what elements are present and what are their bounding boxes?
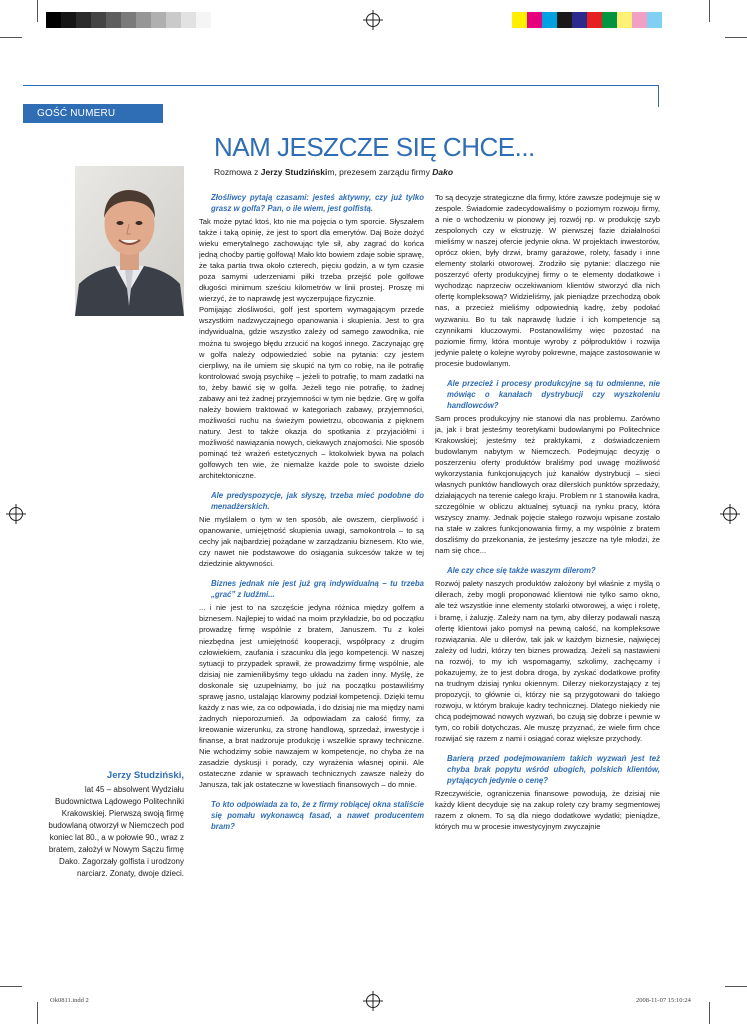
color-swatch xyxy=(572,12,587,28)
interview-question: Biznes jednak nie jest już grą indywidualną – tu trzeba „grać” z ludźmi... xyxy=(211,579,424,600)
color-swatch xyxy=(196,12,211,28)
color-swatch xyxy=(617,12,632,28)
crop-mark xyxy=(0,37,22,38)
crop-mark xyxy=(709,0,710,22)
interviewee-name: Jerzy Studziński xyxy=(260,167,328,177)
header-rule xyxy=(23,85,659,86)
color-swatch xyxy=(76,12,91,28)
interview-question: Ale czy chce się także waszym dilerom? xyxy=(447,566,596,576)
registration-mark-icon xyxy=(9,507,23,521)
answer-paragraph: Tak może pytać ktoś, kto nie ma pojęcia o tym sporcie. Słyszałem także i taką opinię, że jest to sport dla emerytów. Daj Boże dożyć wieku emerytalnego zachowując tyle sił, aby zagrać do końca jedną choćby partię golfową! Mało kto bowiem zdaje sobie sprawę, że taka partia trwa około czterech, pięciu godzin, a w tym czasie poza samymi uderzeniami piłki trzeba przejść pole golfowe długości minimum sześciu kilometrów w linii prostej. Proszę mi wierzyć, że to naprawdę jest wyczerpujące fizycznie. xyxy=(199,217,424,304)
color-swatch xyxy=(46,12,61,28)
crop-mark xyxy=(725,986,747,987)
color-calibration-bar-left xyxy=(46,12,211,28)
interview-question: Ale predyspozycje, jak słyszę, trzeba mieć podobne do menadżerskich. xyxy=(211,491,424,512)
header-rule-end xyxy=(658,85,659,107)
interview-question: To kto odpowiada za to, że z firmy robiącej okna staliście się pomału wykonawcą fasad, a nawet producentem bram? xyxy=(211,800,424,832)
color-swatch xyxy=(647,12,662,28)
registration-mark-icon xyxy=(723,507,737,521)
color-swatch xyxy=(542,12,557,28)
answer-paragraph: ... i nie jest to na szczęście jedyna różnica między golfem a biznesem. Najlepiej to widać na moim przykładzie, bo od początku prowadzę firmę wspólnie z bratem, Januszem. Tu z kolei niezbędna jest umiejętność kooperacji, współpracy z drugim człowiekiem, zaufania i szacunku dla jego kompetencji. W naszej sytuacji to przypadek sprawił, że prowadzimy firmę wspólnie, ale dzisiaj nie zamienilibyśmy tego układu na żaden inny. Myślę, że doskonale się uzupełniamy, bo już na początku postawiliśmy sprawę jasno, ustalając klarowny podział kompetencji. Dzięki temu każdy z nas wie, za co odpowiada, i do dzisiaj nie ma między nami żadnych nieporozumień. Ja odpowiadam za całość firmy, za kreowanie wizerunku, za stronę handlową, sprzedaż, inwestycje i finanse, a brat nadzoruje produkcję i wszelkie sprawy techniczne. Nie wchodzimy sobie nawzajem w kompetencje, no chyba że na zasadzie dyskusji i porady, czy wyrażenia własnej opinii. Ale ostateczne zdanie w sprawach technicznych zawsze należy do Janusza, tak jak ostateczne w kwestiach finansowych – do mnie. xyxy=(199,603,424,790)
article-column-2 xyxy=(435,192,660,832)
footer-file-name: Ok0811.indd 2 xyxy=(50,997,89,1004)
bio-text: lat 45 – absolwent Wydziału Budownictwa Lądowego Politechniki Krakowskiej. Pierwszą swoją firmę budowlaną otworzył w Niemczech pod koniec lat 80., a w połowie 90., wraz z bratem, założył w Nowym Sączu firmę Dako. Zagorzały golfista i urodzony narciarz. Zonaty, dwoje dzieci. xyxy=(48,785,184,878)
color-swatch xyxy=(166,12,181,28)
interview-question: Ale przecież i procesy produkcyjne są tu odmienne, nie mówiąc o kanałach dystrybucji czy wyszkoleniu handlowców? xyxy=(447,378,660,410)
answer-paragraph: Rzeczywiście, ograniczenia finansowe powodują, że dzisiaj nie każdy klient decyduje się na zakup rolety czy bramy segmentowej razem z oknem. To są dla niego dodatkowe wydatki; pieniądze, których mu w procesie inwestycyjnym zwyczajnie xyxy=(435,789,660,832)
crop-mark xyxy=(37,0,38,22)
crop-mark xyxy=(709,1002,710,1024)
crop-mark xyxy=(725,37,747,38)
color-swatch xyxy=(587,12,602,28)
bio-name: Jerzy Studziński, xyxy=(106,770,184,781)
color-swatch xyxy=(181,12,196,28)
article-title: NAM JESZCZE SIĘ CHCE... xyxy=(214,132,535,162)
color-swatch xyxy=(512,12,527,28)
color-swatch xyxy=(121,12,136,28)
company-name: Dako xyxy=(432,167,454,177)
crop-mark xyxy=(37,1002,38,1024)
interview-question: Złośliwcy pytają czasami: jesteś aktywny, czy już tylko grasz w golfa? Pan, o ile wiem, jest golfistą. xyxy=(211,193,424,213)
crop-mark xyxy=(0,986,22,987)
registration-mark-icon xyxy=(366,994,380,1008)
answer-paragraph: To są decyzje strategiczne dla firmy, które zawsze podejmuje się w zespole. Świadomie zadecydowaliśmy o poziomym rozwoju firmy, a nie o wchodzeniu w pionowy jej rozwój np. w produkcję szyb zespolonych czy w ekstruzję. W pierwszej fazie działalności mieliśmy w naszej ofercie jedynie okna. W projektach inwestorów, oprócz okien, były drzwi, bramy garażowe, rolety, fasady i inne elementy stolarki otworowej. Zrodziło się pytanie: dlaczego nie poszerzyć oferty produkcyjnej firmy o te elementy dodatkowe i wychodząc naprzeciw oczekiwaniom klientów stworzyć dla nich ofertę kompleksową? Widzieliśmy, jak pieniądze przechodzą obok nas, a przecież mieliśmy odpowiednią kadrę, żeby podołać wyzwaniu. Bo tu tak naprawdę ludzie i ich kompetencje są czynnikami kluczowymi. Postanowiliśmy więc pozostać na poziomie firmy, która montuje wyroby z półproduktów i rozwija jedynie paletę o kolejne wyroby pokrewne, mające zastosowanie w procesie budowlanym. xyxy=(435,193,660,368)
color-calibration-bar-right xyxy=(512,12,662,28)
portrait-photo xyxy=(75,166,184,316)
color-swatch xyxy=(91,12,106,28)
color-swatch xyxy=(527,12,542,28)
color-swatch xyxy=(61,12,76,28)
answer-paragraph: Rozwój palety naszych produktów założony był właśnie z myślą o dilerach, żeby mogli proponować klientowi nie tylko samo okno, ale też wszystkie inne elementy stolarki otworowej, a więc i roletę, i bramę, i żaluzję. Zależy nam na tym, aby dilerzy podawali naszą ofertę klientowi jako pomysł na pewną całość, na kompleksowe rozwiązania. Ale u dilerów, tak jak w każdym biznesie, najwięcej zależy od ludzi, którzy ten biznes prowadzą. Jeżeli są nastawieni na rozwój, to my ich wspomagamy, szkolimy, zachęcamy i pokazujemy, że to jest dobra droga, by zyskać dodatkowe profity na trudnym dzisiaj rynku okiennym. Dilerzy niekorzystający z tej propozycji, to głównie ci, którzy nie są przygotowani do takiego rozwoju, w którym brakuje kadry technicznej. Dlatego niekiedy nie chcą podejmować nowych wyzwań, bo czują się dobrze i pewnie w tym, co robili dotychczas. Ale muszę przyznać, że wiele firm chce rozwijać się razem z nami i osiągać coraz większe przychody. xyxy=(435,579,660,744)
answer-paragraph: Sam proces produkcyjny nie stanowi dla nas problemu. Zarówno ja, jak i brat jesteśmy teoretykami budowlanymi po Politechnice Krakowskiej; jesteśmy też praktykami, z doświadczeniem budowlanym nabytym w Niemczech. Podejmując decyzję o poszerzeniu oferty produktów braliśmy pod uwagę możliwość wykorzystania funkcjonujących już kanałów dystrybucji – sieci własnych punktów handlowych oraz dilerskich punktów sprzedaży, działających na terenie całego kraju. Problem nr 1 stanowiła kadra, szczególnie w obliczu aktualnej sytuacji na rynku pracy, która wszyscy znamy. Jednak pojęcie stałego rozwoju wpisane zostało na stałe w zakres funkcjonowania firmy, a my wspólnie z bratem doszliśmy do przekonania, że jesteśmy jeszcze na tyle młodzi, że nam się chce... xyxy=(435,413,660,556)
color-swatch xyxy=(151,12,166,28)
color-swatch xyxy=(557,12,572,28)
interview-question: Barierą przed podejmowaniem takich wyzwań jest też chyba brak popytu wśród ubogich, polskich klientów, pytających jedynie o cenę? xyxy=(447,754,660,786)
article-column-1 xyxy=(199,192,424,834)
answer-paragraph: Nie myślałem o tym w ten sposób, ale owszem, cierpliwość i opanowanie, umiejętność skupienia uwagi, samokontrola – to są cechy jak najbardziej pożądane w zarządzaniu biznesem. Kto wie, czy nawet nie podstawowe do osiągania sukcesów także w tej dziedzinie aktywności. xyxy=(199,515,424,569)
color-swatch xyxy=(106,12,121,28)
answer-paragraph: Pomijając złośliwości, golf jest sportem wymagającym przede wszystkim nadzwyczajnego opanowania i skupienia. Jest to gra indywidualna, gdzie wszystko zależy od samego zawodnika, nie można tu swojego błędu zrzucić na kogoś innego. Zaczynając grę w golfa należy odpowiedzieć sobie na pytania: czy jestem cierpliwy, na ile umiem się skupić na tym co robię, na ile potrafię kontrolować swoją psychikę – jeżeli to potrafię, to mam zadatki na to, żeby bawić się w golfa. Jeżeli tego nie potrafię, to żadnej zabawy ani też żadnej przyjemności w tym nie będzie. Grę w golfa należy bowiem traktować w kategoriach zabawy, przyjemności, możliwości ruchu na świeżym powietrzu, obcowania z pięknem natury. Jest to także okazja do spotkania z przyjaciółmi i możliwość nawiązania nowych, ciekawych znajomości. Nie sposób pominąć też wrażeń estetycznych – ktokolwiek bywa na polach golfowych ten wie, że niemalże każde pole to swoiste dzieło architektoniczne. xyxy=(199,305,424,481)
footer-timestamp: 2008-11-07 15:10:24 xyxy=(636,997,691,1004)
article-subtitle: Rozmowa z Jerzy Studzińskim, prezesem zarządu firmy Dako xyxy=(214,167,454,177)
author-bio xyxy=(40,770,184,880)
section-label: GOŚĆ NUMERU xyxy=(23,104,163,123)
registration-mark-icon xyxy=(366,13,380,27)
color-swatch xyxy=(136,12,151,28)
color-swatch xyxy=(602,12,617,28)
color-swatch xyxy=(632,12,647,28)
